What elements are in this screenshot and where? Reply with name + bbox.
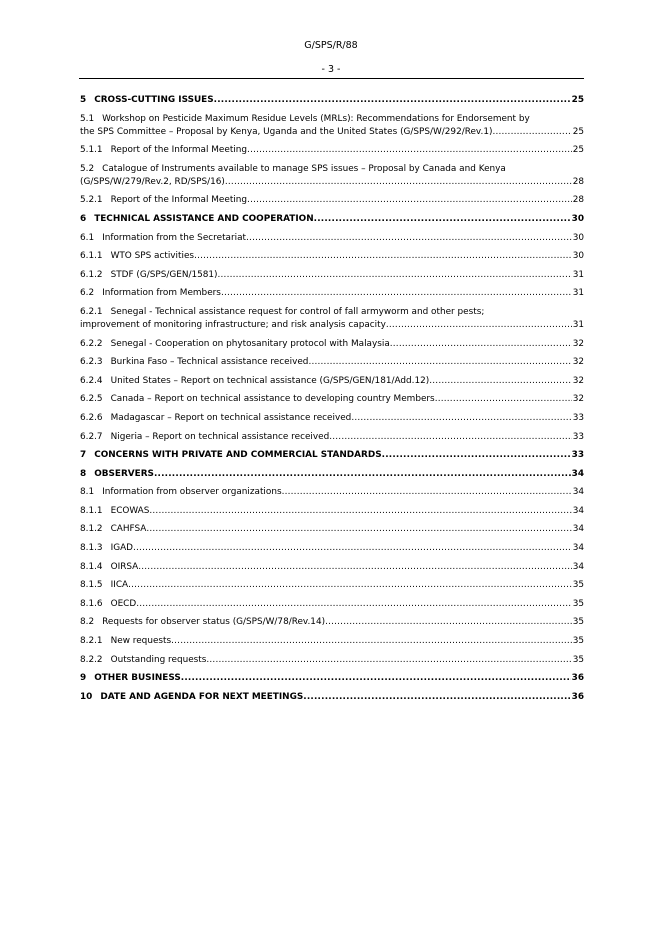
toc-entry[interactable] (80, 598, 584, 611)
toc-entry-number: 6.2.2 (80, 338, 103, 349)
toc-entry-title: Senegal - Cooperation on phytosanitary protocol with Malaysia (110, 338, 390, 349)
toc-entry[interactable] (80, 194, 584, 207)
toc-entry-number: 6.1.2 (80, 269, 103, 280)
toc-entry-title: Information from observer organizations (102, 487, 282, 498)
toc-entry-text (80, 270, 218, 280)
toc-entry-page: 35 (572, 617, 584, 628)
toc-entry[interactable] (80, 213, 584, 226)
toc-entry-number: 5.1.1 (80, 145, 103, 156)
toc-entry-number: 8.1.1 (80, 505, 103, 516)
toc-entry-number: 8.1.3 (80, 543, 103, 554)
toc-entry-title: Catalogue of Instruments available to manage SPS issues – Proposal by Canada and Kenya (G/SPS/W/279/Rev.2, RD/SPS/16) (80, 163, 506, 187)
toc-entry-number: 7 (80, 450, 87, 461)
toc-entry-page: 30 (572, 251, 584, 262)
toc-entry-number: 6.2.4 (80, 375, 103, 386)
toc-entry[interactable] (80, 691, 584, 704)
page-number: - 3 - (321, 64, 341, 75)
toc-entry-number: 5 (80, 95, 87, 105)
toc-entry-title: Requests for observer status (G/SPS/W/78/Rev.14) (102, 617, 326, 628)
toc-entry-title: Information from the Secretariat (102, 232, 247, 243)
toc-entry-page: 32 (572, 357, 584, 368)
toc-entry-title: Canada – Report on technical assistance to developing country Members (110, 394, 435, 405)
toc-entry-text (80, 450, 382, 460)
toc-entry-text (80, 145, 247, 155)
toc-entry-number: 9 (80, 673, 87, 684)
toc-entry-title: OTHER BUSINESS (94, 673, 181, 684)
toc-entry-text (80, 233, 246, 243)
toc-entry-title: DATE AND AGENDA FOR NEXT MEETINGS (100, 691, 304, 702)
toc-entry-text (80, 114, 530, 137)
toc-entry[interactable] (80, 232, 584, 245)
toc-entry-number: 8.1.6 (80, 598, 103, 609)
toc-entry-page: 36 (571, 691, 584, 702)
toc-entry[interactable] (80, 393, 584, 406)
toc-entry-page: 32 (572, 375, 584, 386)
toc-entry[interactable] (80, 616, 584, 629)
toc-entry-number: 5.1 (80, 113, 95, 124)
toc-entry[interactable] (80, 94, 584, 107)
toc-entry-title: CONCERNS WITH PRIVATE AND COMMERCIAL STANDARDS (94, 450, 382, 461)
toc-entry[interactable] (80, 144, 584, 157)
toc-entry[interactable] (80, 412, 584, 425)
toc-entry-text (80, 599, 136, 609)
toc-entry-text (80, 636, 171, 646)
toc-entry-text (80, 339, 390, 349)
toc-entry-title: STDF (G/SPS/GEN/1581) (110, 269, 218, 280)
table-of-contents (80, 94, 584, 709)
toc-entry-number: 5.2 (80, 163, 95, 174)
toc-entry-number: 6.2.1 (80, 306, 103, 317)
toc-entry-page: 34 (572, 524, 584, 535)
toc-entry-title: CAHFSA (110, 524, 147, 535)
toc-entry-page: 32 (572, 394, 584, 405)
toc-entry-number: 8.2 (80, 617, 95, 628)
toc-entry-title: OECD (110, 598, 137, 609)
toc-entry-title: Outstanding requests (110, 654, 207, 665)
toc-entry-text (80, 524, 146, 534)
toc-entry-title: Madagascar – Report on technical assistance received (110, 412, 352, 423)
toc-entry-text (80, 432, 329, 442)
toc-entry[interactable] (80, 579, 584, 592)
toc-entry-page: 31 (572, 319, 584, 330)
toc-entry-text (80, 543, 133, 553)
toc-entry-text (80, 288, 221, 298)
toc-entry-page: 34 (572, 487, 584, 498)
toc-entry-title: Senegal - Technical assistance request for control of fall armyworm and other pests; improvement of monitoring infrastructure; and risk analysis capacity (80, 306, 485, 330)
toc-entry-text (80, 95, 214, 105)
toc-entry-text (80, 195, 247, 205)
toc-entry-title: Report of the Informal Meeting (110, 195, 248, 206)
toc-entry-text (80, 580, 128, 590)
toc-entry-number: 8 (80, 468, 87, 479)
toc-entry-number: 8.2.1 (80, 636, 103, 647)
toc-entry-text (80, 307, 484, 330)
toc-entry-title: CROSS-CUTTING ISSUES (94, 95, 214, 105)
toc-entry-text (80, 394, 435, 404)
toc-entry-text (80, 413, 351, 423)
toc-entry-text (80, 673, 181, 683)
toc-entry[interactable] (80, 523, 584, 536)
toc-entry-page: 36 (571, 673, 584, 684)
toc-entry-title: Burkina Faso – Technical assistance received (110, 357, 309, 368)
toc-entry[interactable] (80, 375, 584, 388)
document-symbol: G/SPS/R/88 (304, 40, 358, 51)
toc-entry[interactable] (80, 431, 584, 444)
toc-entry-number: 8.1.2 (80, 524, 103, 535)
toc-entry-text (80, 164, 506, 187)
toc-entry[interactable] (80, 468, 584, 481)
toc-entry-number: 6.2.7 (80, 431, 103, 442)
toc-entry-text (80, 487, 282, 497)
toc-entry[interactable] (80, 635, 584, 648)
toc-entry-page: 30 (572, 232, 584, 243)
toc-entry-text (80, 617, 325, 627)
toc-entry-number: 6.2.5 (80, 394, 103, 405)
toc-entry-page: 32 (572, 338, 584, 349)
toc-entry[interactable] (80, 250, 584, 263)
toc-entry-title: ECOWAS (110, 505, 150, 516)
toc-entry[interactable] (80, 356, 584, 369)
toc-entry-text (80, 562, 138, 572)
toc-entry-text (80, 469, 154, 479)
toc-entry-page: 34 (572, 543, 584, 554)
toc-entry-title: IICA (110, 580, 129, 591)
toc-entry-number: 10 (80, 691, 93, 702)
toc-entry[interactable] (80, 113, 584, 139)
toc-entry-title: Information from Members (102, 288, 221, 299)
toc-entry-page: 25 (572, 145, 584, 156)
toc-entry-page: 30 (571, 213, 584, 224)
toc-entry-title: TECHNICAL ASSISTANCE AND COOPERATION (94, 213, 314, 224)
toc-entry-number: 8.1.5 (80, 580, 103, 591)
toc-entry-title: New requests (110, 636, 172, 647)
toc-entry[interactable] (80, 338, 584, 351)
toc-entry[interactable] (80, 287, 584, 300)
toc-entry-text (80, 214, 314, 224)
toc-entry-number: 6.2.6 (80, 412, 103, 423)
toc-entry-page: 33 (572, 412, 584, 423)
toc-entry[interactable] (80, 306, 584, 332)
toc-entry-text (80, 357, 308, 367)
toc-entry-number: 6.1.1 (80, 251, 103, 262)
toc-entry-number: 6.2 (80, 288, 95, 299)
toc-entry-page: 34 (572, 561, 584, 572)
toc-entry-page: 25 (572, 126, 584, 137)
toc-entry-title: OBSERVERS (94, 468, 154, 479)
toc-entry-page: 33 (572, 431, 584, 442)
toc-entry-title: Report of the Informal Meeting (110, 145, 248, 156)
toc-entry-text (80, 376, 429, 386)
toc-entry-page: 31 (572, 288, 584, 299)
toc-entry-page: 25 (571, 95, 584, 105)
toc-entry[interactable] (80, 561, 584, 574)
toc-entry-number: 8.1.4 (80, 561, 103, 572)
toc-entry-page: 35 (572, 654, 584, 665)
toc-entry[interactable] (80, 486, 584, 499)
toc-entry[interactable] (80, 269, 584, 282)
toc-entry[interactable] (80, 542, 584, 555)
toc-entry-title: Workshop on Pesticide Maximum Residue Levels (MRLs): Recommendations for Endorsement by the SPS Committee – Proposal by Kenya, Uganda and the United States (G/SPS/W/292/Rev.1) (80, 113, 530, 137)
toc-entry[interactable] (80, 654, 584, 667)
toc-entry-title: OIRSA (110, 561, 139, 572)
toc-entry-number: 6 (80, 213, 87, 224)
toc-entry-text (80, 692, 303, 702)
toc-entry-page: 31 (572, 269, 584, 280)
toc-entry-title: Nigeria – Report on technical assistance received (110, 431, 330, 442)
header-rule (79, 78, 584, 79)
toc-entry-page: 33 (571, 450, 584, 461)
toc-entry-title: United States – Report on technical assistance (G/SPS/GEN/181/Add.12) (110, 375, 430, 386)
toc-entry-number: 6.1 (80, 232, 95, 243)
toc-entry[interactable] (80, 449, 584, 462)
toc-entry[interactable] (80, 163, 584, 189)
toc-entry-page: 34 (572, 505, 584, 516)
toc-entry-page: 35 (572, 580, 584, 591)
toc-entry-page: 28 (572, 176, 584, 187)
toc-entry[interactable] (80, 672, 584, 685)
toc-entry-text (80, 251, 194, 261)
toc-entry-text (80, 506, 149, 516)
toc-entry-number: 8.1 (80, 487, 95, 498)
toc-entry-text (80, 655, 206, 665)
toc-entry-title: IGAD (110, 543, 133, 554)
toc-entry[interactable] (80, 505, 584, 518)
toc-entry-number: 5.2.1 (80, 195, 103, 206)
toc-entry-page: 35 (572, 636, 584, 647)
toc-entry-number: 6.2.3 (80, 357, 103, 368)
toc-entry-page: 34 (571, 468, 584, 479)
toc-entry-title: WTO SPS activities (110, 251, 195, 262)
toc-entry-page: 35 (572, 598, 584, 609)
toc-entry-page: 28 (572, 195, 584, 206)
toc-entry-number: 8.2.2 (80, 654, 103, 665)
